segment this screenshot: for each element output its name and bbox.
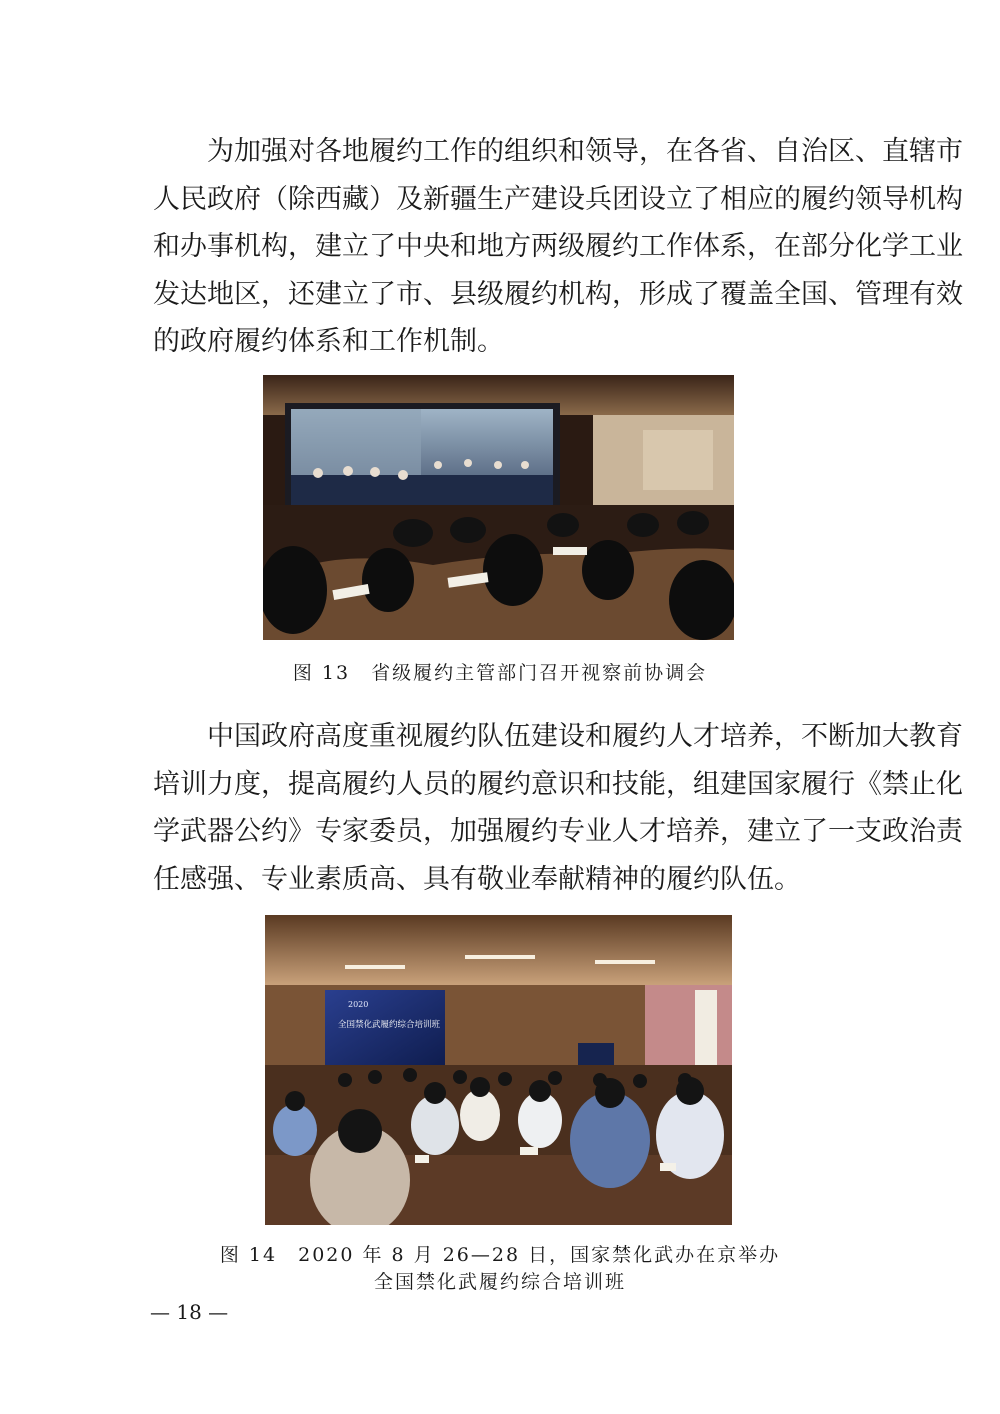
paragraph-line: 为加强对各地履约工作的组织和领导，在各省、自治区、直辖市	[153, 136, 963, 167]
page-number: — 18 —	[150, 1300, 229, 1324]
paragraph-line: 学武器公约》专家委员，加强履约专业人才培养，建立了一支政治责	[153, 816, 963, 847]
figure-14-caption-line: 图 14 2020 年 8 月 26—28 日，国家禁化武办在京举办	[219, 1244, 781, 1266]
figure-14-photo	[265, 915, 732, 1225]
figure-13-caption: 图 13 省级履约主管部门召开视察前协调会	[292, 662, 708, 684]
paragraph-line: 发达地区，还建立了市、县级履约机构，形成了覆盖全国、管理有效	[153, 278, 963, 310]
paragraph-line: 中国政府高度重视履约队伍建设和履约人才培养，不断加大教育	[153, 721, 963, 752]
paragraph-line: 的政府履约体系和工作机制。	[153, 326, 504, 357]
paragraph-line: 培训力度，提高履约人员的履约意识和技能，组建国家履行《禁止化	[153, 768, 963, 800]
figure-14-caption-line: 全国禁化武履约综合培训班	[373, 1271, 626, 1293]
paragraph-2	[153, 713, 963, 903]
paragraph-line: 任感强、专业素质高、具有敬业奉献精神的履约队伍。	[153, 863, 801, 895]
screen-title: 全国禁化武履约综合培训班	[338, 1020, 441, 1030]
paragraph-1	[153, 128, 963, 366]
figure-13-photo	[263, 375, 734, 640]
training-class-photo	[265, 915, 732, 1225]
paragraph-line: 和办事机构，建立了中央和地方两级履约工作体系，在部分化学工业	[153, 231, 963, 262]
paragraph-line: 人民政府（除西藏）及新疆生产建设兵团设立了相应的履约领导机构	[153, 183, 963, 215]
screen-year: 2020	[348, 1000, 369, 1009]
figure-14-caption	[0, 1242, 1000, 1296]
conference-room-photo	[263, 375, 734, 640]
